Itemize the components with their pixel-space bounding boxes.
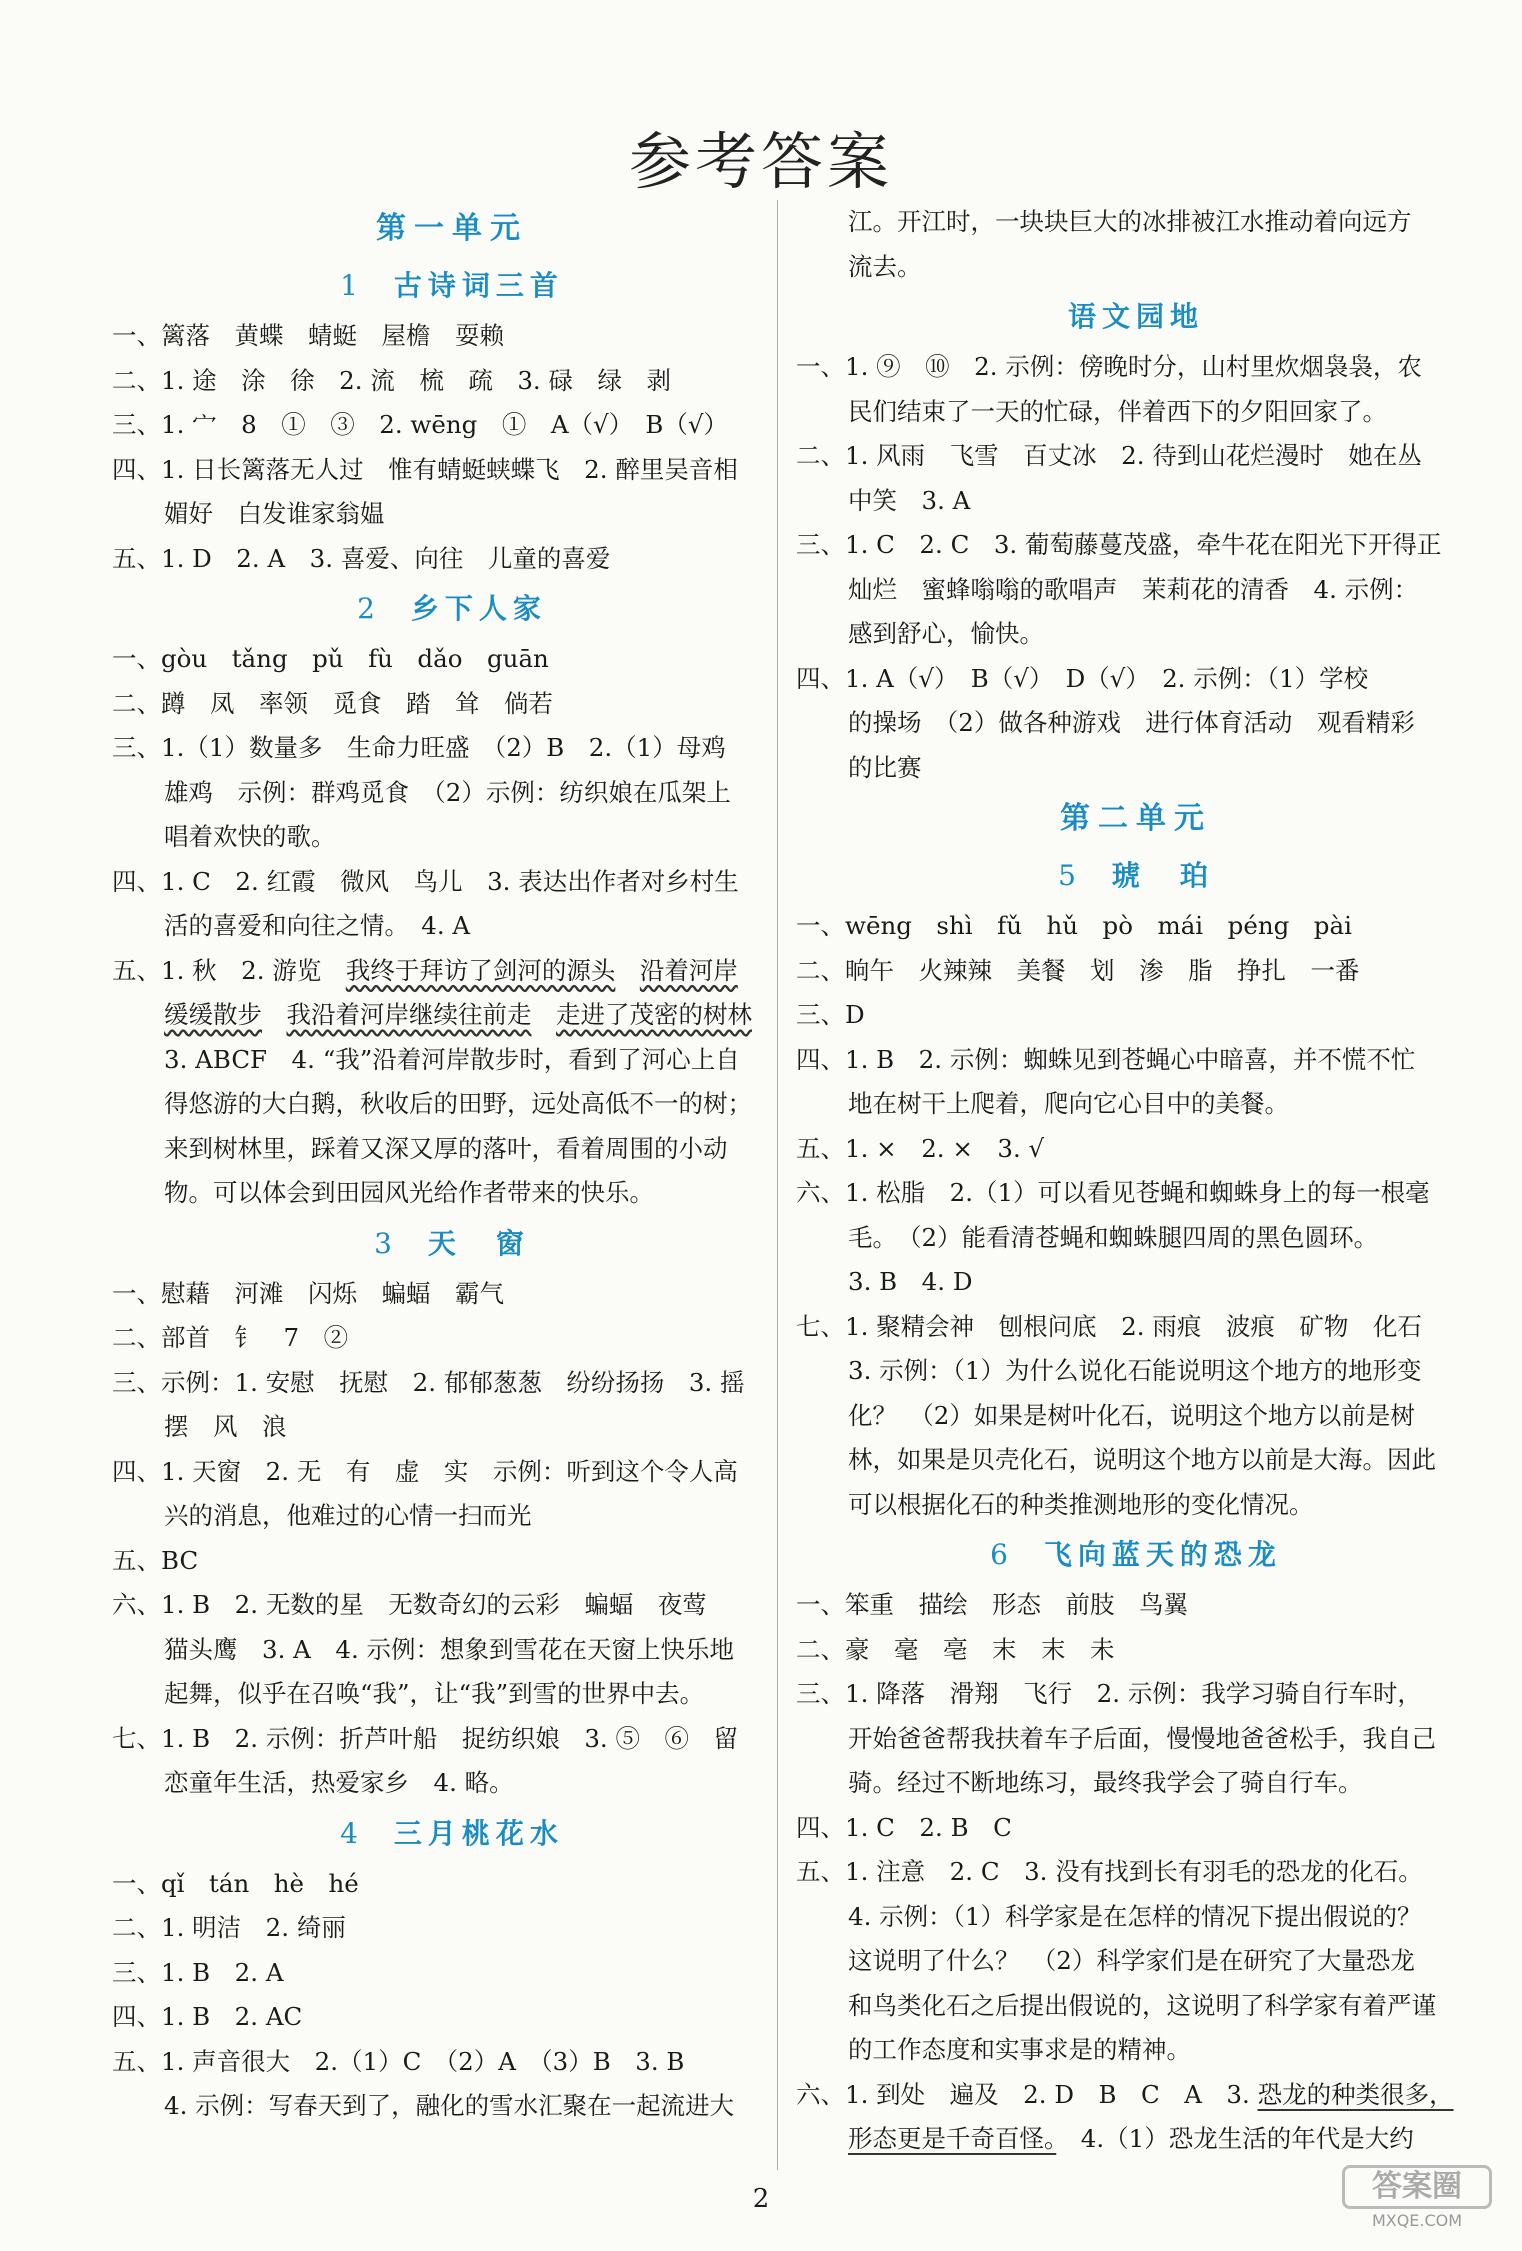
answer-line: 感到舒心，愉快。 [848,619,1044,648]
answer-line: 的比赛 [848,752,922,782]
answer-line: 二、晌午 火辣辣 美餐 划 渗 脂 挣扎 一番 [796,955,1360,985]
answer-line: 五、1. × 2. × 3. √ [796,1133,1045,1163]
answer-line: 六、1. 松脂 2.（1）可以看见苍蝇和蜘蛛身上的每一根毫 [796,1178,1430,1207]
answer-line: 中笑 3. A [848,485,971,515]
answer-line: 3. ABCF 4. “我”沿着河岸散步时，看到了河心上自 [164,1044,740,1074]
answer-line: 开始爸爸帮我扶着车子后面，慢慢地爸爸松手，我自己 [848,1723,1436,1753]
section-number: 2 [357,592,381,625]
answer-line: 一、慰藉 河滩 闪烁 蝙蝠 霸气 [112,1278,504,1308]
section-title: 琥 珀 [1111,859,1214,892]
answer-line: 毛。 （2）能看清苍蝇和蜘蛛腿四周的黑色圆环。 [848,1222,1379,1252]
answer-line: 这说明了什么？ （2）科学家们是在研究了大量恐龙 [848,1946,1415,1975]
underlined-text: 形态更是千奇百怪。 [848,2124,1057,2153]
underlined-text: 恐龙的种类很多， [1257,2079,1454,2109]
answer-line: 四、1. A（√） B（√） D（√） 2. 示例：（1）学校 [796,663,1369,693]
left-column [112,200,792,2129]
answer-line: 三、D [796,1000,865,1029]
answer-line: 二、1. 风雨 飞雪 百丈冰 2. 待到山花烂漫时 她在丛 [796,441,1422,470]
answer-line: 林，如果是贝壳化石，说明这个地方以前是大海。因此 [848,1445,1436,1474]
section-heading-1 [112,258,792,314]
answer-line: 二、豪 毫 亳 末 末 未 [796,1634,1115,1664]
answer-line: 五、1. D 2. A 3. 喜爱、向往 儿童的喜爱 [112,543,611,573]
answer-line [112,949,792,994]
answer-line: 一、gòu tǎng pǔ fù dǎo guān [112,644,549,673]
answer-line: 媚好 白发谁家翁媪 [164,499,385,528]
answer-line: 二、1. 明洁 2. 绮丽 [112,1913,346,1942]
answer-line: 二、部首 钅 7 ② [112,1323,349,1352]
answer-line: 一、qǐ tán hè hé [112,1868,359,1898]
right-column [796,200,1476,2162]
answer-line: 恋童年生活，热爱家乡 4. 略。 [164,1768,514,1797]
section-number: 1 [340,269,364,302]
answer-line: 一、1. ⑨ ⑩ 2. 示例：傍晚时分，山村里炊烟袅袅，农 [796,352,1422,381]
answer-line: 可以根据化石的种类推测地形的变化情况。 [848,1489,1314,1519]
answer-line: 三、1. 宀 8 ① ③ 2. wēng ① A（√） B（√） [112,410,729,439]
answer-line: 的工作态度和实事求是的精神。 [848,2035,1191,2064]
section-title: 古诗词三首 [393,269,564,302]
watermark-logo [1342,2165,1492,2237]
answer-line: 唱着欢快的歌。 [164,822,336,851]
answer-line: 江。开江时，一块块巨大的冰排被江水推动着向远方 [848,207,1412,236]
answer-line: 六、1. B 2. 无数的星 无数奇幻的云彩 蝙蝠 夜莺 [112,1590,707,1619]
section-heading-2 [112,581,792,637]
answer-line: 和鸟类化石之后提出假说的，这说明了科学家有着严谨 [848,1990,1436,2020]
answer-line: 一、wēng shì fǔ hǔ pò mái péng pài [796,911,1352,940]
answer-line [112,993,792,1038]
section-heading-5 [796,848,1476,904]
section-heading-6 [796,1527,1476,1583]
answer-line: 4. 示例：（1）科学家是在怎样的情况下提出假说的？ [848,1901,1422,1931]
answer-line: 二、1. 途 涂 徐 2. 流 梳 疏 3. 碌 绿 剥 [112,365,671,395]
watermark-logo-text: 答案圈 [1342,2165,1492,2209]
answer-line: 雄鸡 示例：群鸡觅食 （2）示例：纺织娘在瓜架上 [164,777,731,807]
section-title: 天 窗 [427,1226,530,1260]
answer-line: 一、篱落 黄蝶 蜻蜓 屋檐 耍赖 [112,321,504,350]
answer-line: 五、1. 声音很大 2.（1）C （2）A （3）B 3. B [112,2046,685,2076]
answer-line: 3. 示例：（1）为什么说化石能说明这个地方的地形变 [848,1356,1422,1385]
answer-line: 地在树干上爬着，爬向它心目中的美餐。 [848,1089,1289,1118]
answer-line: 三、1. 降落 滑翔 飞行 2. 示例：我学习骑自行车时， [796,1679,1422,1708]
watermark-url: MXQE.COM [1371,2211,1463,2230]
answer-line: 一、笨重 描绘 形态 前肢 鸟翼 [796,1590,1188,1619]
answer-line: 骑。经过不断地练习，最终我学会了骑自行车。 [848,1768,1363,1797]
section-title: 飞向蓝天的恐龙 [1043,1538,1282,1571]
section-title: 三月桃花水 [393,1816,564,1850]
answer-line: 四、1. B 2. 示例：蜘蛛见到苍蝇心中暗喜，并不慌不忙 [796,1044,1416,1074]
answer-line: 三、1.（1）数量多 生命力旺盛 （2）B 2.（1）母鸡 [112,733,726,762]
page-title: 参考答案 [628,125,893,198]
wavy-underlined-text: 我沿着河岸继续往前走 [286,1000,532,1029]
wavy-underlined-text: 走进了茂密的树林 [556,1000,752,1029]
answer-line: 3. B 4. D [848,1267,973,1296]
section-number: 4 [340,1816,364,1850]
answer-line: 来到树林里，踩着又深又厚的落叶，看着周围的小动 [164,1133,728,1163]
answer-line: 摆 风 浪 [164,1412,287,1441]
answer-line: 兴的消息，他难过的心情一扫而光 [164,1501,532,1530]
wavy-underlined-text: 缓缓散步 [164,1000,262,1029]
answer-text: 五、1. 秋 2. 游览 [112,955,346,985]
answer-line: 三、1. C 2. C 3. 葡萄藤蔓茂盛，牵牛花在阳光下开得正 [796,530,1442,559]
unit-heading-1: 第一单元 [376,211,528,246]
answer-line: 五、1. 注意 2. C 3. 没有找到长有羽毛的恐龙的化石。 [796,1857,1423,1886]
answer-line: 七、1. B 2. 示例：折芦叶船 捉纺织娘 3. ⑤ ⑥ 留 [112,1723,738,1753]
answer-line: 四、1. C 2. 红霞 微风 鸟儿 3. 表达出作者对乡村生 [112,866,739,896]
wavy-underlined-text: 沿着河岸 [639,955,738,985]
section-number: 5 [1058,859,1082,892]
section-heading-3 [112,1216,792,1272]
answer-line: 化？ （2）如果是树叶化石，说明这个地方以前是树 [848,1400,1415,1430]
page-number: 2 [752,2184,770,2214]
answer-line: 七、1. 聚精会神 刨根问底 2. 雨痕 波痕 矿物 化石 [796,1311,1422,1341]
answer-line: 4. 示例：写春天到了，融化的雪水汇聚在一起流进大 [164,2091,735,2120]
answer-text: 4.（1）恐龙生活的年代是大约 [1056,2124,1414,2153]
answer-line: 四、1. 天窗 2. 无 有 虚 实 示例：听到这个令人高 [112,1456,738,1486]
section-heading-4 [112,1806,792,1862]
section-title: 乡下人家 [410,592,547,625]
answer-line: 流去。 [848,251,922,281]
section-number: 3 [374,1226,398,1260]
unit-heading-2: 第二单元 [1060,801,1212,836]
answer-line: 活的喜爱和向往之情。 4. A [164,911,471,940]
answer-line: 五、BC [112,1545,199,1575]
answer-line: 三、1. B 2. A [112,1957,284,1987]
answer-line: 的操场 （2）做各种游戏 进行体育活动 观看精彩 [848,708,1415,737]
answer-line: 四、1. C 2. B C [796,1812,1012,1842]
answer-line [796,2117,1476,2162]
answer-line: 民们结束了一天的忙碌，伴着西下的夕阳回家了。 [848,396,1387,426]
answer-line: 三、示例：1. 安慰 抚慰 2. 郁郁葱葱 纷纷扬扬 3. 摇 [112,1367,745,1397]
section-heading-yuwen: 语文园地 [1067,300,1204,333]
answer-line: 灿烂 蜜蜂嗡嗡的歌唱声 茉莉花的清香 4. 示例： [848,574,1419,604]
answer-line: 二、蹲 凤 率领 觅食 踏 耸 倘若 [112,688,553,718]
answer-line: 猫头鹰 3. A 4. 示例：想象到雪花在天窗上快乐地 [164,1634,735,1664]
answer-line: 得悠游的大白鹅，秋收后的田野，远处高低不一的树； [164,1089,752,1118]
answer-line: 四、1. B 2. AC [112,2002,303,2031]
answer-line [796,2073,1476,2118]
answer-text: 六、1. 到处 遍及 2. D B C A 3. [796,2079,1258,2109]
section-number: 6 [990,1538,1014,1571]
answer-line: 起舞，似乎在召唤“我”，让“我”到雪的世界中去。 [164,1679,705,1708]
wavy-underlined-text: 我终于拜访了剑河的源头 [345,955,616,985]
answer-line: 物。可以体会到田园风光给作者带来的快乐。 [164,1178,654,1207]
answer-line: 四、1. 日长篱落无人过 惟有蜻蜓蛱蝶飞 2. 醉里吴音相 [112,454,738,484]
